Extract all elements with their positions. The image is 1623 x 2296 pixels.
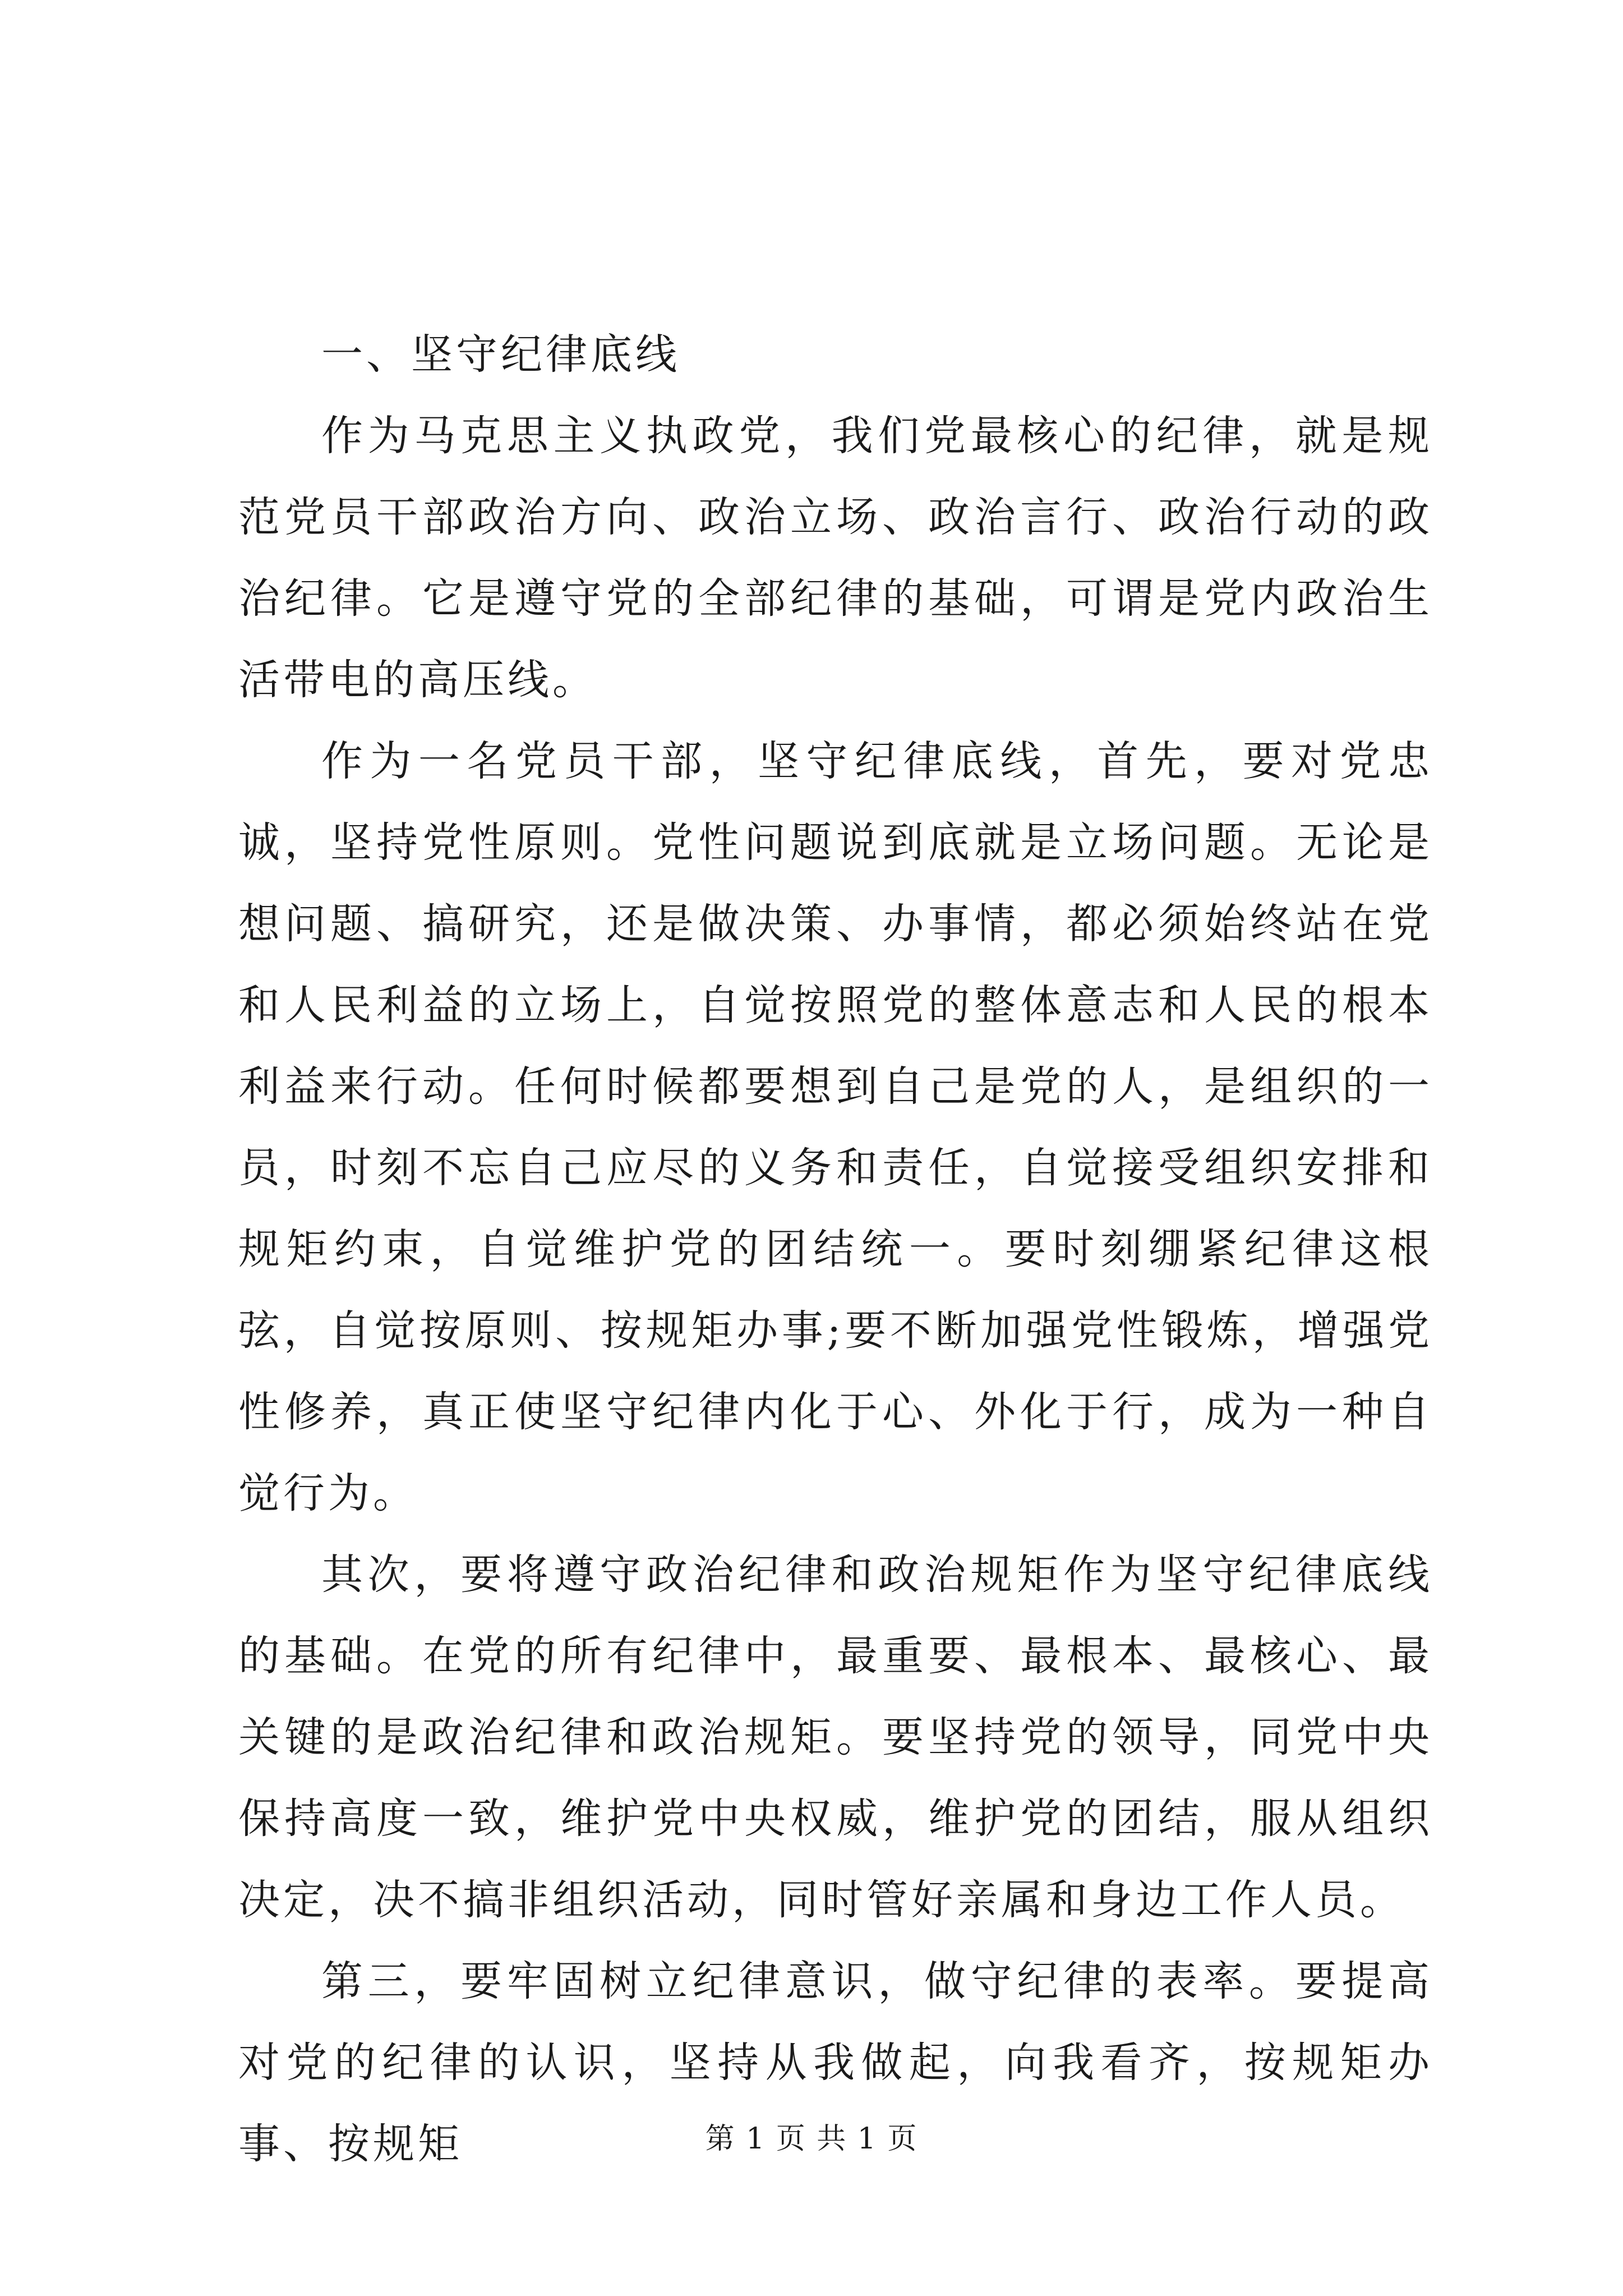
paragraph-1: 作为马克思主义执政党，我们党最核心的纪律，就是规范党员干部政治方向、政治立场、政治言行、政治行动的政治纪律。它是遵守党的全部纪律的基础，可谓是党内政治生活带电的高压线。 — [238, 412, 1433, 704]
page-footer: 第 1 页 共 1 页 — [705, 2122, 918, 2156]
paragraph-3: 其次，要将遵守政治纪律和政治规矩作为坚守纪律底线的基础。在党的所有纪律中，最重要、最根本、最核心、最关键的是政治纪律和政治规矩。要坚持党的领导，同党中央保持高度一致，维护党中央权威，维护党的团结，服从组织决定，决不搞非组织活动，同时管好亲属和身边工作人员。 — [238, 1550, 1433, 1924]
document-body — [238, 314, 1433, 2185]
paragraph-4: 第三，要牢固树立纪律意识，做守纪律的表率。要提高对党的纪律的认识，坚持从我做起，向我看齐，按规矩办事、按规矩 — [238, 1957, 1433, 2168]
paragraph-2: 作为一名党员干部，坚守纪律底线，首先，要对党忠诚，坚持党性原则。党性问题说到底就是立场问题。无论是想问题、搞研究，还是做决策、办事情，都必须始终站在党和人民利益的立场上，自觉按照党的整体意志和人民的根本利益来行动。任何时候都要想到自己是党的人，是组织的一员，时刻不忘自己应尽的义务和责任，自觉接受组织安排和规矩约束，自觉维护党的团结统一。要时刻绷紧纪律这根弦，自觉按原则、按规矩办事;要不断加强党性锻炼，增强党性修养，真正使坚守纪律内化于心、外化于行，成为一种自觉行为。 — [238, 737, 1433, 1517]
section-heading: 一、坚守纪律底线 — [321, 330, 680, 379]
